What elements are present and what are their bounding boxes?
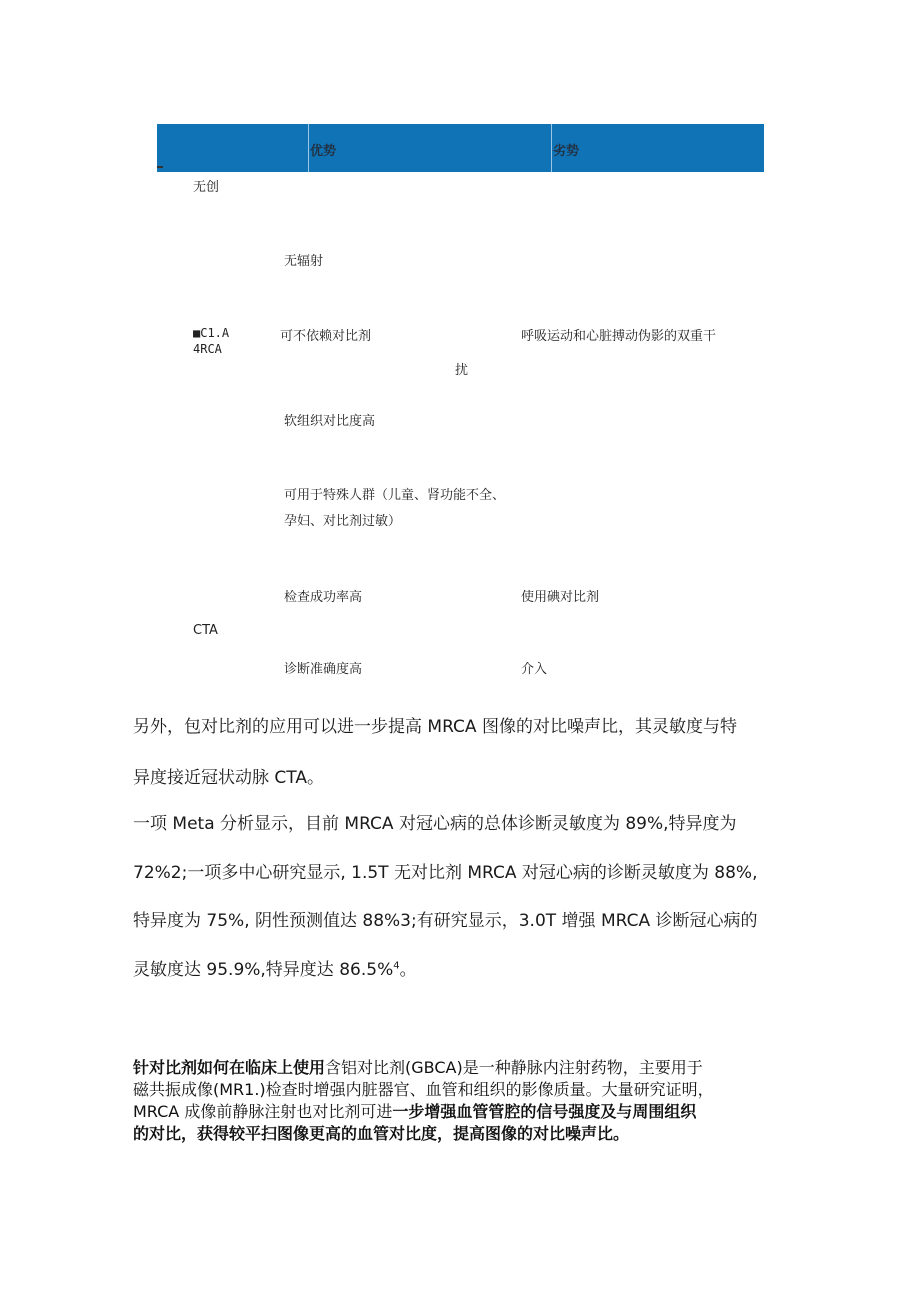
header-divider — [308, 124, 309, 172]
final-line — [133, 1057, 798, 1079]
header-tick-mark — [157, 166, 163, 168]
header-disadvantage: 劣势 — [553, 144, 580, 159]
mrca-advantage-item: 软组织对比度高 — [284, 414, 376, 429]
row-cta-label: CTA — [193, 623, 218, 638]
mrca-advantage-item: 可不依赖对比剂 — [280, 329, 372, 344]
final-line — [133, 1101, 798, 1123]
final-line: 的对比，获得较平扫图像更高的血管对比度，提高图像的对比噪声比。 — [133, 1124, 630, 1143]
table-header — [157, 124, 764, 172]
final-text: 含铝对比剂(GBCA)是一种静脉内注射药物，主要用于 — [325, 1058, 703, 1077]
cta-advantage-item: 检查成功率高 — [284, 590, 363, 605]
paragraph-line: 72%2;一项多中心研究显示, 1.5T 无对比剂 MRCA 对冠心病的诊断灵敏度为 88%, — [133, 863, 758, 883]
cta-disadvantage-item: 介入 — [521, 662, 548, 677]
paragraph-line: 特异度为 75%, 阴性预测值达 88%3;有研究显示，3.0T 增强 MRCA 诊断冠心病的 — [133, 911, 758, 931]
paragraph-line: 另外，包对比剂的应用可以进一步提高 MRCA 图像的对比噪声比，其灵敏度与特 — [133, 717, 737, 737]
final-bold-text: 一步增强血管管腔的信号强度及与周围组织 — [392, 1102, 697, 1121]
mrca-advantage-item: 孕妇、对比剂过敏） — [284, 514, 402, 529]
paragraph-line: 异度接近冠状动脉 CTA。 — [133, 768, 324, 788]
paragraph-text: 。 — [399, 960, 417, 980]
paragraph-text: 灵敏度达 95.9%,特异度达 86.5% — [133, 960, 394, 980]
row-mrca-label-line2: 4RCA — [193, 342, 222, 356]
section-heading: 针对比剂如何在临床上使用 — [133, 1058, 326, 1077]
mrca-advantage-item: 无辐射 — [284, 254, 324, 269]
mrca-disadvantage-line2: 扰 — [455, 363, 469, 378]
final-line: 磁共振成像(MR1.)检查时增强内脏器官、血管和组织的影像质量。大量研究证明， — [133, 1080, 714, 1099]
final-paragraph — [133, 1057, 798, 1145]
citation-superscript: 4 — [393, 960, 400, 972]
header-divider — [551, 124, 552, 172]
paragraph-line-last — [133, 955, 793, 980]
row-mrca-label-top: 无创 — [193, 180, 220, 195]
row-mrca-label-line1: ■C1.A — [193, 326, 230, 340]
final-text: MRCA 成像前静脉注射也对比剂可进 — [133, 1102, 393, 1121]
cta-disadvantage-item: 使用碘对比剂 — [521, 590, 600, 605]
header-advantage: 优势 — [310, 144, 337, 159]
cta-advantage-item: 诊断准确度高 — [284, 662, 363, 677]
mrca-advantage-item: 可用于特殊人群（儿童、肾功能不全、 — [284, 488, 506, 503]
mrca-disadvantage-line1: 呼吸运动和心脏搏动伪影的双重干 — [521, 329, 717, 344]
paragraph-line: 一项 Meta 分析显示，目前 MRCA 对冠心病的总体诊断灵敏度为 89%,特异度为 — [133, 814, 737, 834]
